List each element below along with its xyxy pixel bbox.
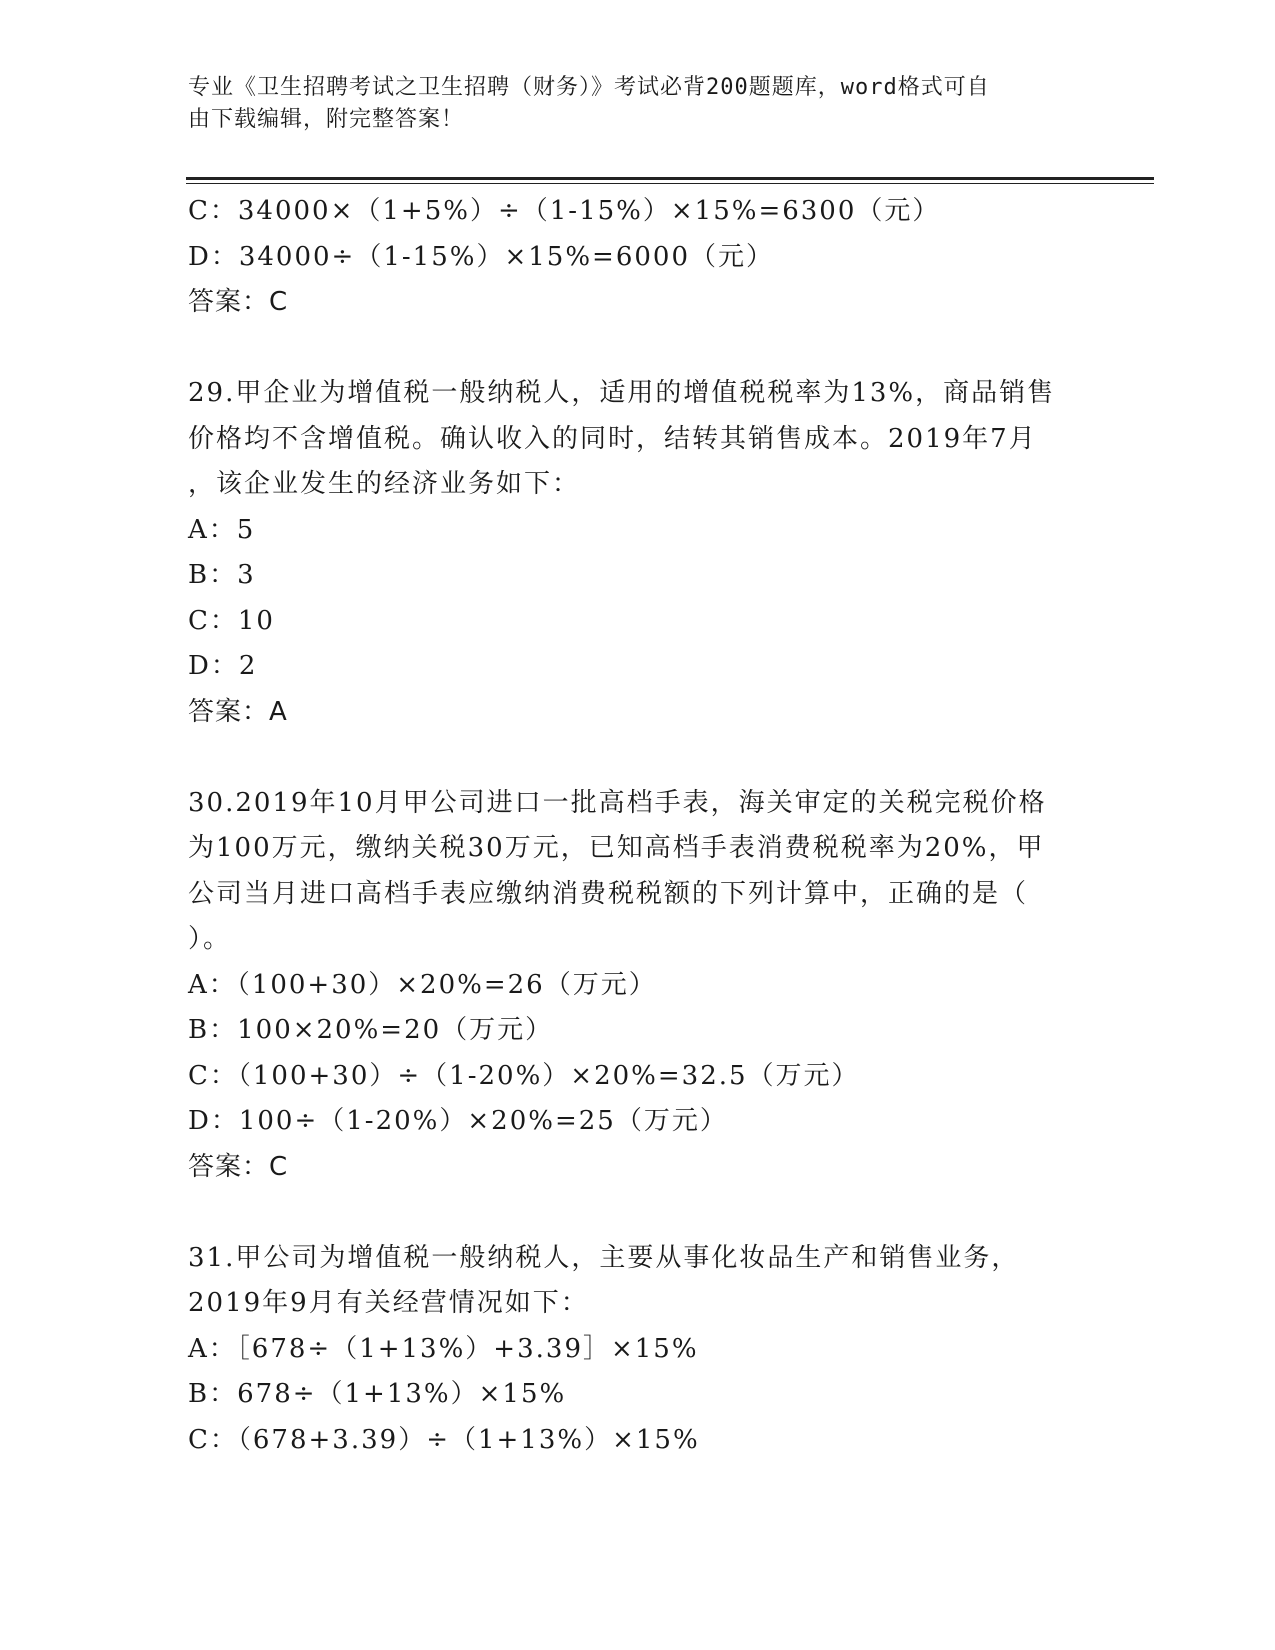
header-rule-thin xyxy=(186,183,1154,184)
q31-option-a: A：［678÷（1+13%）+3.39］×15% xyxy=(188,1333,699,1364)
document-body xyxy=(188,189,1068,1463)
q30-stem-line-2: 为100万元，缴纳关税30万元，已知高档手表消费税税率为20%，甲 xyxy=(188,833,1045,863)
q29-answer: 答案：A xyxy=(188,696,288,727)
q30-stem-line-3: 公司当月进口高档手表应缴纳消费税税额的下列计算中，正确的是（ xyxy=(188,878,1029,909)
q30-option-b: B：100×20%=20（万元） xyxy=(188,1015,554,1045)
q30-option-d: D：100÷（1-20%）×20%=25（万元） xyxy=(188,1106,728,1136)
q29-option-d: D：2 xyxy=(188,651,258,681)
prev-option-c: C：34000×（1+5%）÷（1-15%）×15%=6300（元） xyxy=(188,196,941,226)
q29-option-a: A：5 xyxy=(188,514,256,545)
spacer xyxy=(188,735,1068,781)
question-31 xyxy=(188,1236,1068,1464)
q31-option-b: B：678÷（1+13%）×15% xyxy=(188,1379,567,1409)
q30-stem-line-4: ）。 xyxy=(188,924,232,954)
header-line-1: 专业《卫生招聘考试之卫生招聘（财务）》考试必背200题题库，word格式可自 xyxy=(188,75,990,100)
prev-option-d: D：34000÷（1-15%）×15%=6000（元） xyxy=(188,241,774,272)
question-29 xyxy=(188,371,1068,735)
q29-option-c: C：10 xyxy=(188,605,275,636)
q30-option-a: A：（100+30）×20%=26（万元） xyxy=(188,969,657,1000)
q31-stem-line-1: 31.甲公司为增值税一般纳税人，主要从事化妆品生产和销售业务， xyxy=(188,1242,1020,1273)
q29-stem-line-2: 价格均不含增值税。确认收入的同时，结转其销售成本。2019年7月 xyxy=(188,423,1037,454)
spacer xyxy=(188,326,1068,372)
header-line-2: 由下载编辑，附完整答案！ xyxy=(188,107,465,132)
q31-option-c: C：（678+3.39）÷（1+13%）×15% xyxy=(188,1424,700,1455)
question-30 xyxy=(188,781,1068,1191)
q29-stem-line-3: ，该企业发生的经济业务如下： xyxy=(188,469,581,499)
q29-stem-line-1: 29.甲企业为增值税一般纳税人，适用的增值税税率为13%，商品销售 xyxy=(188,378,1056,408)
spacer xyxy=(188,1190,1068,1236)
q29-option-b: B：3 xyxy=(188,560,256,590)
q30-option-c: C：（100+30）÷（1-20%）×20%=32.5（万元） xyxy=(188,1060,860,1091)
document-header xyxy=(188,72,1068,136)
q31-stem-line-2: 2019年9月有关经营情况如下： xyxy=(188,1288,589,1318)
q30-stem-line-1: 30.2019年10月甲公司进口一批高档手表，海关审定的关税完税价格 xyxy=(188,787,1047,818)
q30-answer: 答案：C xyxy=(188,1151,289,1182)
prev-answer: 答案：C xyxy=(188,287,289,317)
header-rule-thick xyxy=(186,177,1154,180)
